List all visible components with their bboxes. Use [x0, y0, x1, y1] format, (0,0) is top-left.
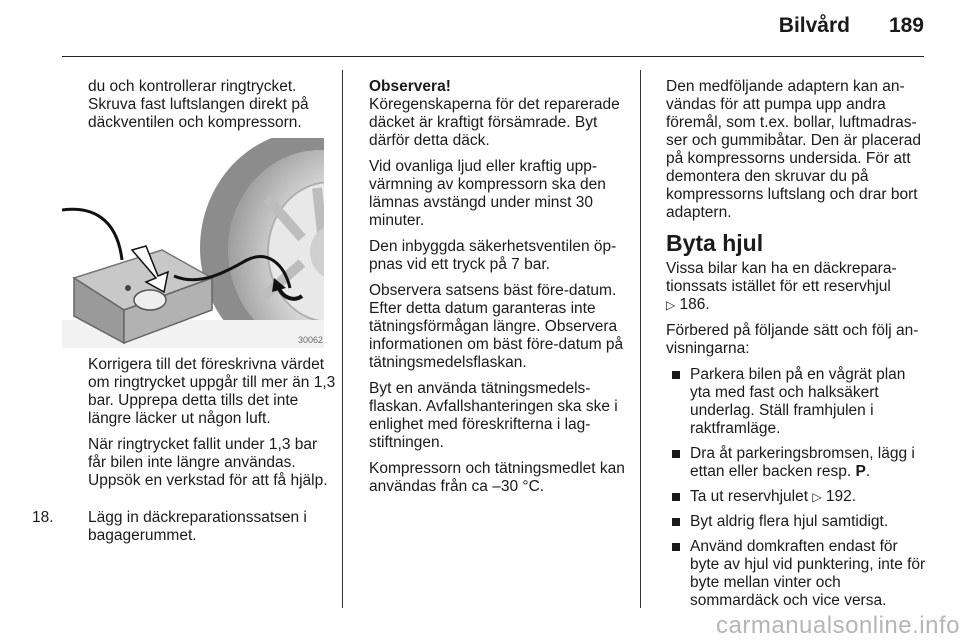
figure-id: 30062: [298, 335, 324, 345]
header-divider: [62, 56, 924, 57]
note-paragraph-1: Köregenskaperna för det reparerade däcket är kraftigt försämrade. Byt därför detta däck.: [369, 96, 620, 149]
column-3: [666, 78, 928, 617]
low-pressure-paragraph: När ringtrycket fallit under 1,3 bar får bilen inte längre användas. Uppsök en verkstad för att få hjälp.: [88, 436, 328, 489]
watermark: carmanualsonline.info: [716, 612, 960, 639]
section-heading: Byta hjul: [666, 230, 764, 256]
column-divider-2: [640, 70, 641, 608]
list-item: Ta ut reservhjulet ▷ 192.: [666, 488, 928, 506]
bullet-square-icon: [672, 450, 680, 458]
bullet-square-icon: [672, 371, 680, 379]
note-paragraph-5: Byt en använda tätningsmedelsflaskan. Avfallshanteringen ska ske i enlighet med föreskrifterna i lagstiftningen.: [369, 380, 618, 451]
adapter-paragraph: Den medföljande adaptern kan användas för att pumpa upp andra föremål, som t.ex. bollar, luftmadrasser och gummibåtar. Den är placerad på kompressorns undersida. För att demontera den skruvar du på kompressorns luftslang och drar bort adaptern.: [666, 78, 922, 221]
column-divider-1: [342, 70, 343, 608]
page-number: 189: [888, 14, 924, 37]
column-2: [369, 78, 631, 504]
list-item: Parkera bilen på en vågrät plan yta med fast och halksäkert underlag. Ställ framhjulen i raktframläge.: [666, 366, 928, 438]
step-number: 18.: [32, 509, 54, 526]
list-item: Dra åt parkeringsbromsen, lägg i ettan eller backen resp. P.: [666, 445, 928, 481]
step-18: [32, 509, 336, 544]
page-ref-link[interactable]: 192.: [825, 488, 857, 505]
bullet-square-icon: [672, 543, 680, 551]
bullet-square-icon: [672, 493, 680, 501]
pressure-instructions: [88, 356, 336, 498]
preparation-list: [666, 366, 928, 610]
repair-kit-paragraph: Vissa bilar kan ha en däckreparationssats istället för ett reservhjul ▷ 186.: [666, 260, 897, 313]
note-paragraph-6: Kompressorn och tätningsmedlet kan användas från ca –30 °C.: [369, 460, 625, 495]
bullet-square-icon: [672, 518, 680, 526]
list-item: Använd domkraften endast för byte av hjul vid punktering, inte för byte mellan vinter och sommardäck och vice versa.: [666, 538, 928, 610]
page-ref-icon: ▷: [666, 298, 676, 312]
note-paragraph-2: Vid ovanliga ljud eller kraftig uppvärmning av kompressorn ska den lämnas avstängd under minst 30 minuter.: [369, 158, 606, 229]
note-paragraph-3: Den inbyggda säkerhetsventilen öppnas vid ett tryck på 7 bar.: [369, 238, 617, 273]
column-1: [88, 78, 334, 140]
note-paragraph-4: Observera satsens bäst före-datum. Efter detta datum garanteras inte tätningsförmågan längre. Observera informationen om bäst före-datum på tätningsmedelsflaskan.: [369, 282, 624, 371]
list-item: Byt aldrig flera hjul samtidigt.: [666, 513, 928, 531]
page-ref-icon: ▷: [812, 490, 822, 504]
page-ref-link[interactable]: 186.: [679, 296, 710, 313]
intro-paragraph: du och kontrollerar ringtrycket. Skruva fast luftslangen direkt på däckventilen och kompressorn.: [88, 78, 309, 131]
step-text: Lägg in däckreparationssatsen i bagagerummet.: [88, 509, 307, 544]
chapter-title: Bilvård: [778, 14, 850, 37]
compressor-illustration: [62, 138, 324, 348]
note-title: Observera!: [369, 78, 451, 95]
pressure-correction-paragraph: Korrigera till det föreskrivna värdet om ringtrycket uppgår till mer än 1,3 bar. Upprepa detta tills det inte längre läcker ut någon luft.: [88, 356, 336, 427]
preparation-paragraph: Förbered på följande sätt och följ anvisningarna:: [666, 322, 919, 357]
